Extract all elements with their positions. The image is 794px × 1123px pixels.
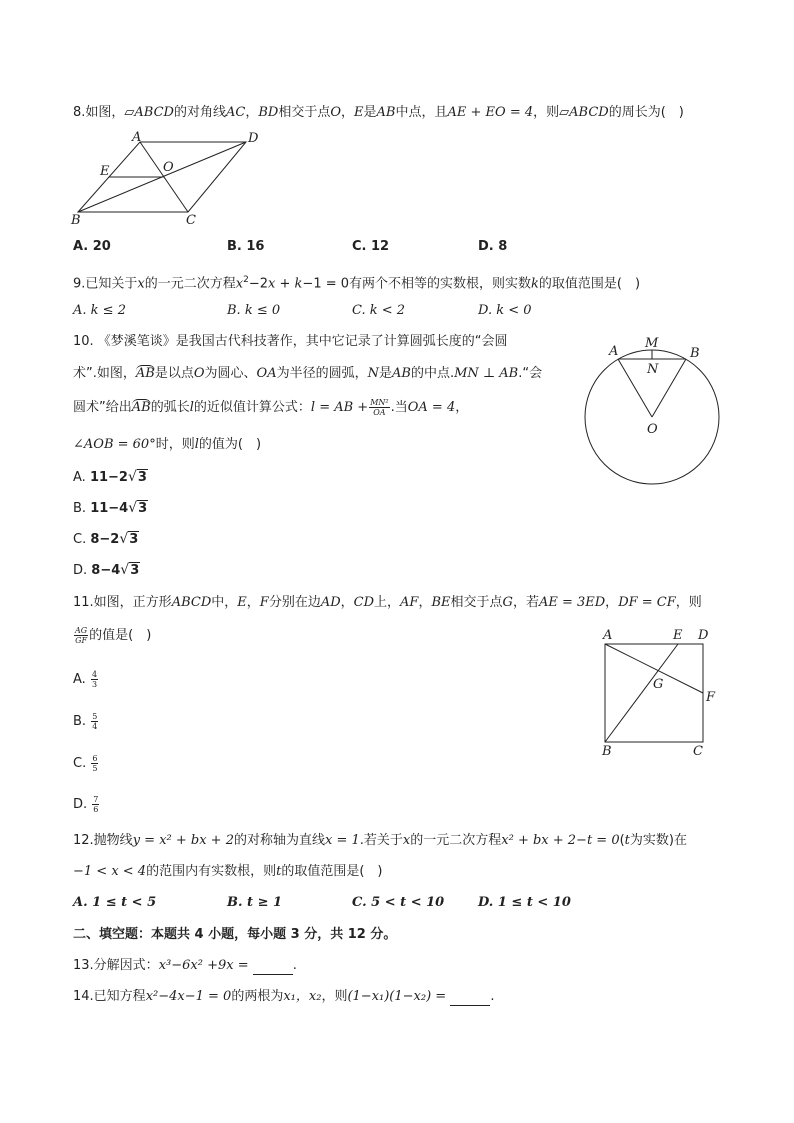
q10-stem-line2: 术”.如图，AB是以点O为圆心、OA为半径的圆弧，N是AB的中点.MN ⊥ AB.“会	[73, 366, 543, 381]
q8-label-e: E	[100, 164, 110, 179]
q11-square-figure	[598, 626, 723, 758]
q8-option-a[interactable]: A. 20	[73, 239, 111, 254]
q9-stem: 9.已知关于x的一元二次方程$x^2-2x + k-1 = 0$有两个不相等的实数根，则实数k的取值范围是( )	[73, 275, 641, 292]
q11-label-g: G	[653, 677, 664, 692]
sqrt-symbol: √3	[128, 500, 148, 516]
q10-stem-line3: 圆术”给出AB的弧长l的近似值计算公式：l = AB + $\frac{\text{MN²}}{OA}$ .当OA = 4，	[73, 398, 469, 417]
q8-label-b: B	[71, 213, 81, 228]
q9-option-c[interactable]: C. k < 2	[352, 303, 406, 318]
q10-option-c[interactable]: C. 8−2√3	[73, 531, 139, 547]
q8-stem: 8.如图，▱ABCD的对角线AC，BD相交于点O，E是AB中点，且AE + EO = 4，则▱ABCD的周长为( )	[73, 105, 684, 120]
q11-label-a: A	[603, 628, 613, 643]
q12-stem-line2: −1 < x < 4的范围内有实数根，则t的取值范围是( )	[73, 864, 383, 879]
q8-parallelogram-figure	[68, 128, 268, 228]
sqrt-symbol: √3	[119, 531, 139, 547]
q12-option-b[interactable]: B. t ≥ 1	[227, 895, 283, 910]
q10-label-m: M	[645, 336, 659, 351]
q11-option-b[interactable]: B. $\frac{5}{4}$	[73, 712, 98, 731]
q8-option-b[interactable]: B. 16	[227, 239, 265, 254]
q10-option-d[interactable]: D. 8−4√3	[73, 562, 140, 578]
q11-option-d[interactable]: D. $\frac{7}{6}$	[73, 795, 99, 814]
q14-stem: 14.已知方程x²−4x−1 = 0的两根为x₁，x₂，则(1−x₁)(1−x₂) = .	[73, 989, 495, 1004]
q11-stem-line1: 11.如图，正方形ABCD中，E，F分别在边AD，CD上，AF，BE相交于点G，若AE = 3ED，DF = CF，则	[73, 595, 702, 610]
q11-option-a[interactable]: A. $\frac{4}{3}$	[73, 670, 98, 689]
sqrt-symbol: √3	[120, 562, 140, 578]
q11-label-d: D	[698, 628, 709, 643]
q10-label-n: N	[647, 362, 659, 377]
q14-answer-blank[interactable]	[450, 991, 490, 1006]
q12-stem-line1: 12.抛物线y = x² + bx + 2的对称轴为直线x = 1.若关于x的一元二次方程x² + bx + 2−t = 0(t为实数)在	[73, 833, 687, 848]
q10-label-b: B	[690, 346, 700, 361]
q12-option-d[interactable]: D. 1 ≤ t < 10	[478, 895, 571, 910]
q11-label-f: F	[706, 690, 716, 705]
q10-label-a: A	[609, 344, 619, 359]
q8-label-c: C	[186, 213, 196, 228]
q10-option-a[interactable]: A. 11−2√3	[73, 469, 147, 485]
q12-option-c[interactable]: C. 5 < t < 10	[352, 895, 445, 910]
q12-option-a[interactable]: A. 1 ≤ t < 5	[73, 895, 157, 910]
q10-stem-line4: ∠AOB = 60°时，则l的值为( )	[73, 437, 262, 452]
q9-option-b[interactable]: B. k ≤ 0	[227, 303, 281, 318]
q11-label-b: B	[602, 744, 612, 758]
q11-ratio-fraction: $\frac{AG}{GF}$	[75, 626, 88, 645]
q8-label-d: D	[248, 131, 259, 146]
q8-label-o: O	[163, 160, 174, 175]
q11-label-c: C	[693, 744, 703, 758]
q13-answer-blank[interactable]	[253, 960, 293, 975]
q8-label-a: A	[132, 130, 142, 145]
section-heading-fill-in: 二、填空题：本题共 4 小题，每小题 3 分，共 12 分。	[73, 927, 397, 942]
q9-option-d[interactable]: D. k < 0	[478, 303, 532, 318]
q10-option-b[interactable]: B. 11−4√3	[73, 500, 148, 516]
q10-label-o: O	[647, 422, 658, 437]
q8-option-c[interactable]: C. 12	[352, 239, 390, 254]
q10-stem-line1: 10. 《梦溪笔谈》是我国古代科技著作，其中它记录了计算圆弧长度的“会圆	[73, 334, 508, 349]
q11-option-c[interactable]: C. $\frac{6}{5}$	[73, 754, 98, 773]
q10-formula-fraction: $\frac{\text{MN²}}{OA}$	[370, 398, 389, 417]
sqrt-symbol: √3	[127, 469, 147, 485]
q10-circle-figure	[580, 330, 725, 490]
q11-stem-line2: $\frac{AG}{GF}$ 的值是( )	[75, 626, 152, 645]
q8-option-d[interactable]: D. 8	[478, 239, 508, 254]
q11-label-e: E	[673, 628, 683, 643]
q9-option-a[interactable]: A. k ≤ 2	[73, 303, 126, 318]
q13-stem: 13.分解因式：x³−6x² +9x = .	[73, 958, 297, 973]
